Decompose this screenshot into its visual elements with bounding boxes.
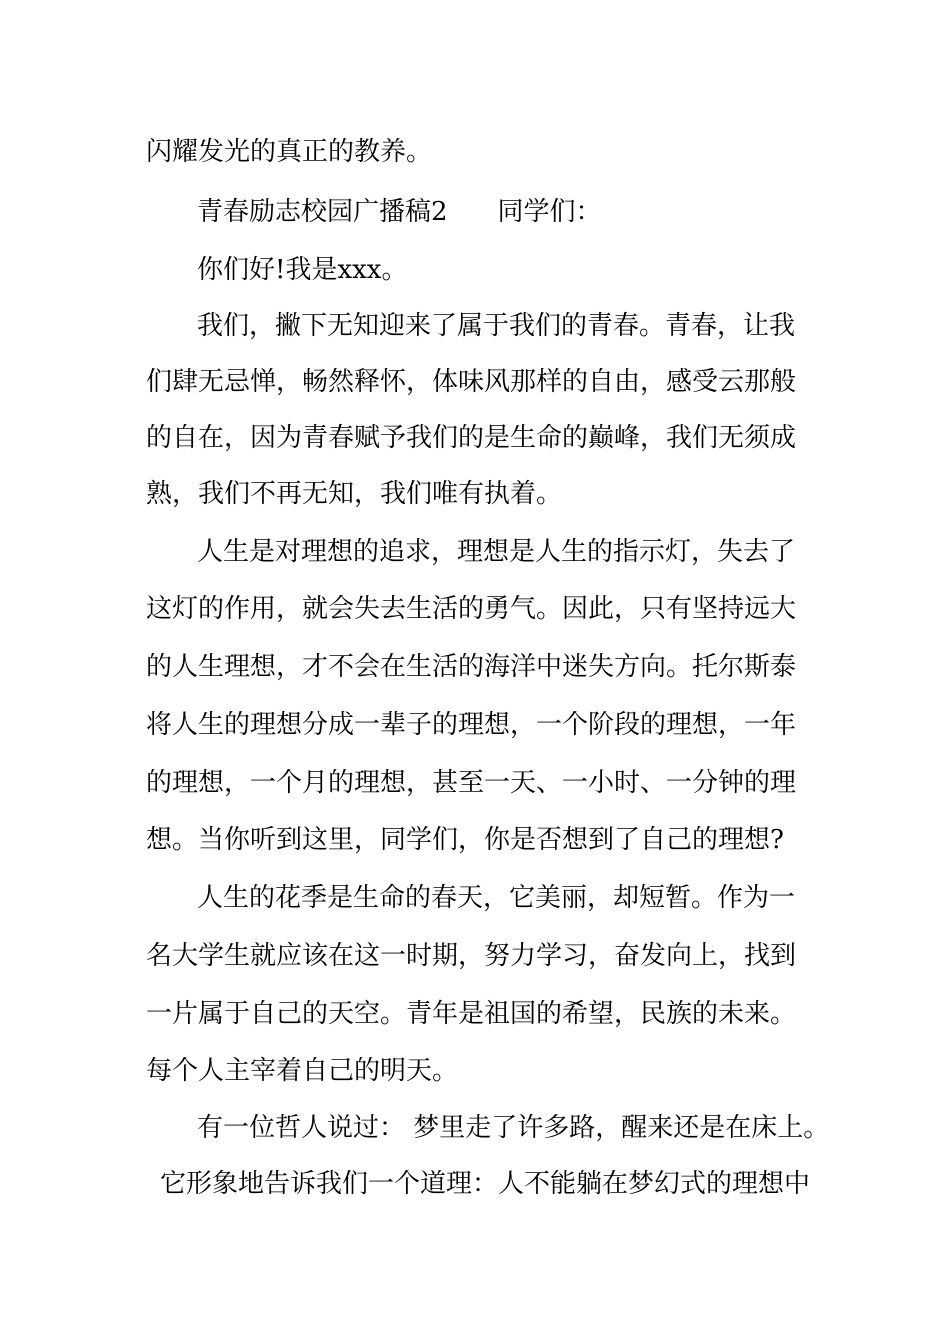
text-line: 这灯的作用，就会失去生活的勇气。因此，只有坚持远大 <box>146 594 797 624</box>
text-line: 将人生的理想分成一辈子的理想，一个阶段的理想，一年 <box>146 710 797 740</box>
salutation: 同学们： <box>497 197 602 227</box>
text-line: 人生的花季是生命的春天，它美丽，却短暂。作为一 <box>197 883 796 913</box>
text-line: 的人生理想，才不会在生活的海洋中迷失方向。托尔斯泰 <box>146 652 797 682</box>
text-line: 想。当你听到这里，同学们，你是否想到了自己的理想? <box>146 825 784 855</box>
text-line: 名大学生就应该在这一时期，努力学习，奋发向上，找到 <box>146 941 797 971</box>
text-line: 闪耀发光的真正的教养。 <box>146 137 433 167</box>
text-line: 我们，撇下无知迎来了属于我们的青春。青春，让我 <box>197 311 796 341</box>
text-line: 它形象地告诉我们一个道理：人不能躺在梦幻式的理想中 <box>160 1169 811 1199</box>
text-line: 熟，我们不再无知，我们唯有执着。 <box>146 479 563 509</box>
text-line: 一片属于自己的天空。青年是祖国的希望，民族的未来。 <box>146 999 797 1029</box>
text-line: 的自在，因为青春赋予我们的是生命的巅峰，我们无须成 <box>146 423 797 453</box>
greeting-line: 你们好!我是xxx。 <box>197 255 408 285</box>
text-line: 的理想，一个月的理想，甚至一天、一小时、一分钟的理 <box>146 768 797 798</box>
text-line: 们肆无忌惮，畅然释怀，体味风那样的自由，感受云那般 <box>146 367 797 397</box>
text-line: 有一位哲人说过： 梦里走了许多路，醒来还是在床上。 <box>197 1113 830 1143</box>
article-title: 青春励志校园广播稿2 <box>197 197 448 227</box>
heading-line <box>197 195 602 229</box>
text-line: 人生是对理想的追求，理想是人生的指示灯，失去了 <box>197 537 796 567</box>
text-line: 每个人主宰着自己的明天。 <box>146 1056 459 1086</box>
